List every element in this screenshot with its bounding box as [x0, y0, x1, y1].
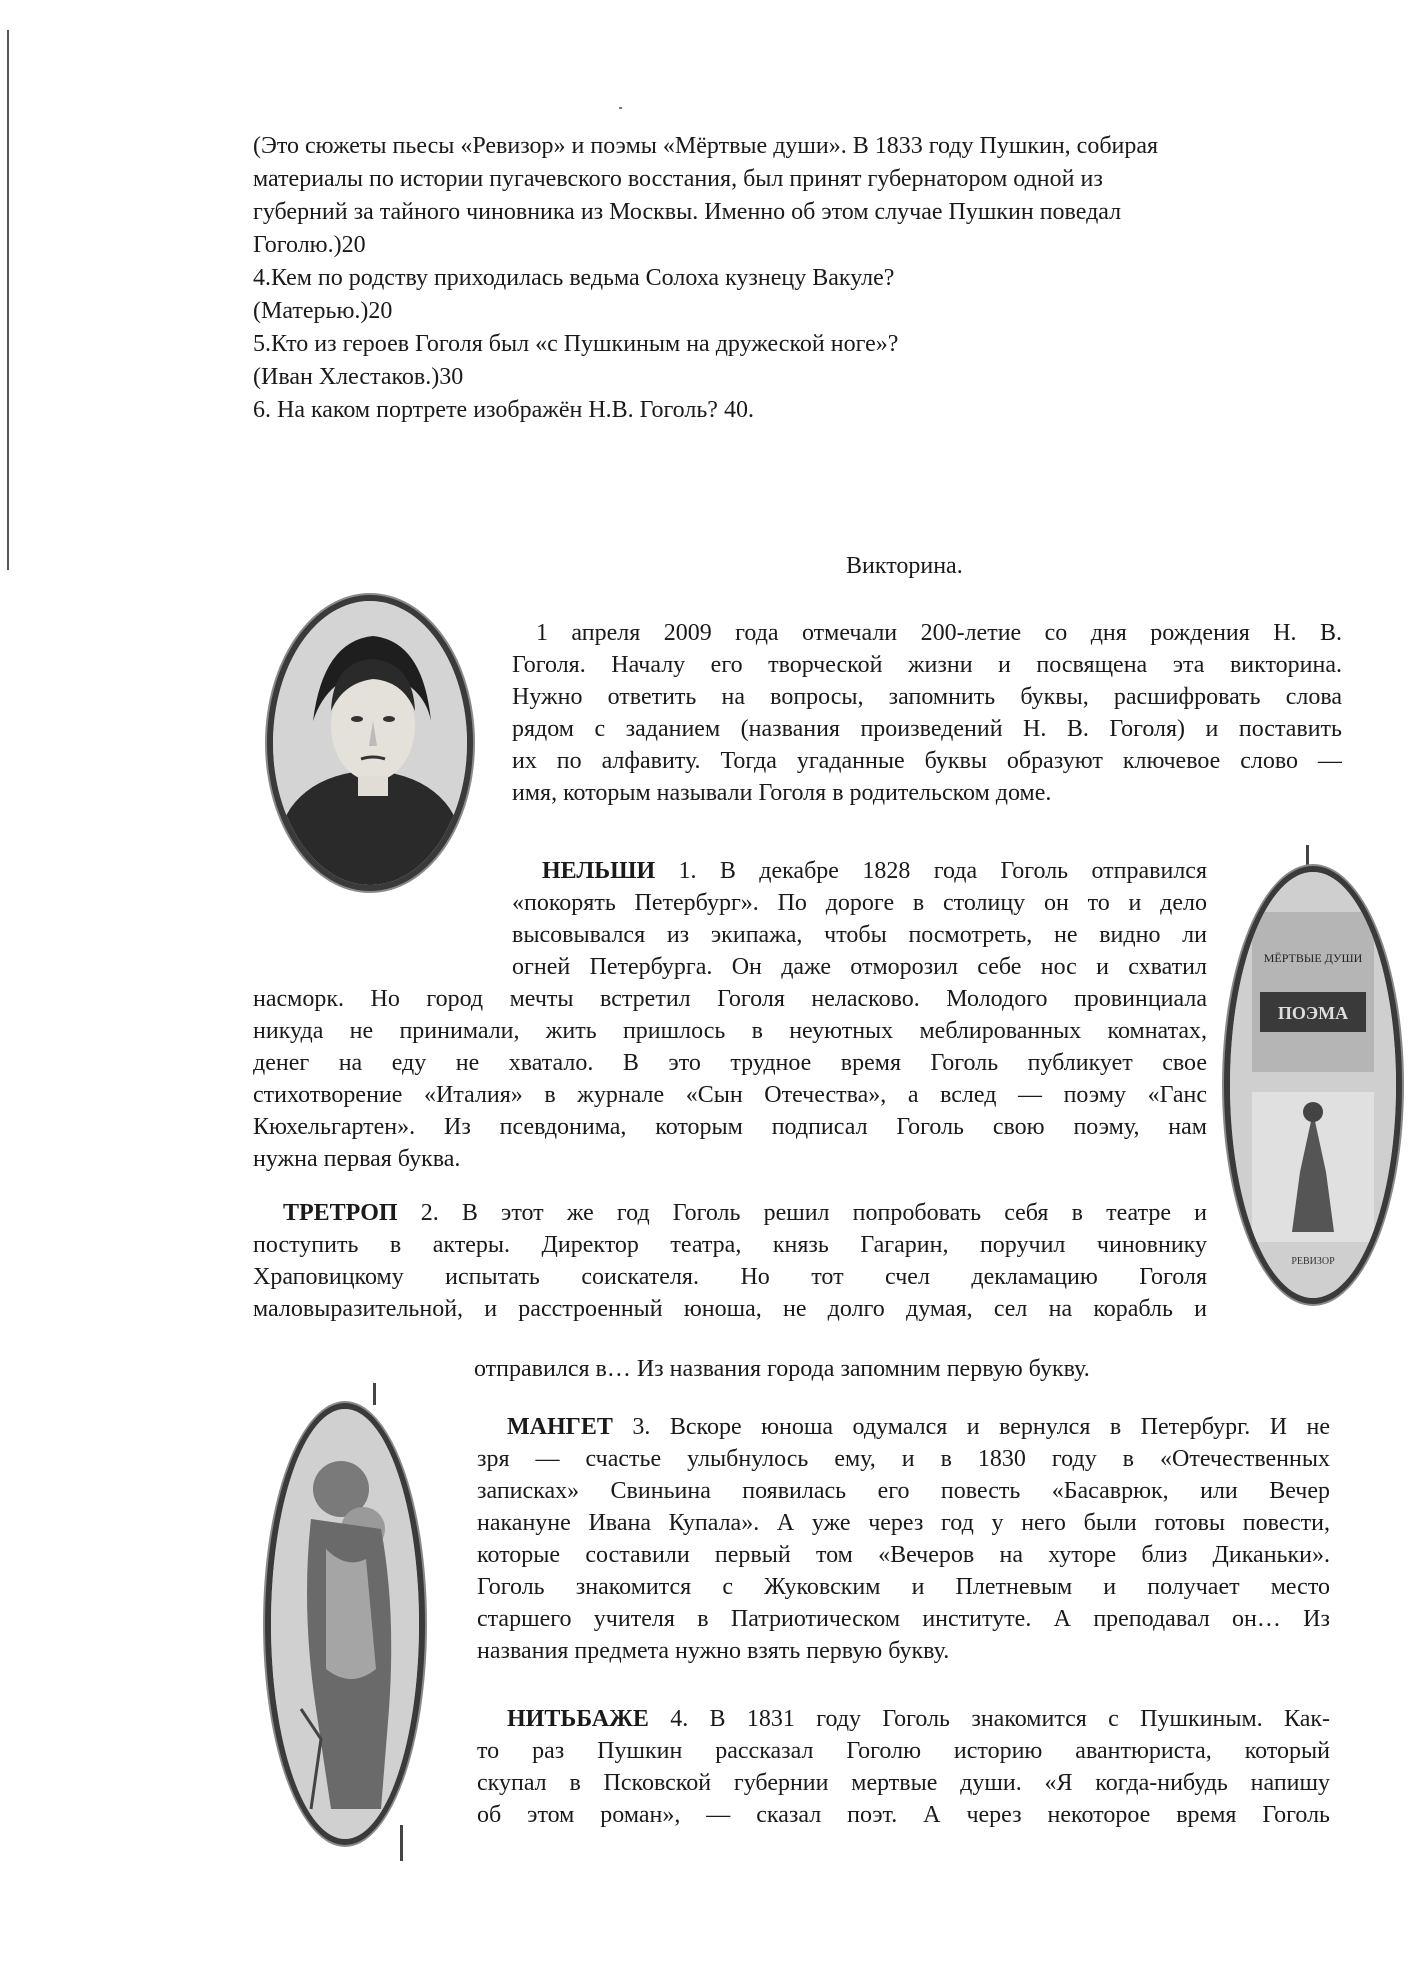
question-3-line: накануне Ивана Купала». А уже через год у него были готовы повести, [477, 1510, 1330, 1536]
illustration-image [265, 1403, 425, 1845]
scan-edge-line [7, 30, 9, 570]
question-5: 5.Кто из героев Гоголя был «с Пушкиным на дружеской ноге»? [253, 331, 899, 357]
answer-line: Гоголю.)20 [253, 232, 366, 258]
question-2-line: маловыразительной, и расстроенный юноша, не долго думая, сел на корабль и [253, 1296, 1207, 1322]
question-3-line: Гоголь знакомится с Жуковским и Плетневым и получает место [477, 1574, 1330, 1600]
intro-line: Гоголя. Началу его творческой жизни и посвящена эта викторина. [512, 652, 1342, 678]
question-1-line: денег на еду не хватало. В это трудное время Гоголь публикует свое [253, 1050, 1207, 1076]
intro-line: их по алфавиту. Тогда угаданные буквы образуют ключевое слово — [512, 748, 1342, 774]
answer-4: (Матерью.)20 [253, 298, 393, 324]
question-4-quiz [477, 1703, 1330, 1831]
question-1-continued [253, 983, 1207, 1175]
question-1-line: огней Петербурга. Он даже отморозил себе нос и схватил [512, 954, 1207, 980]
cover-text-title: МЁРТВЫЕ ДУШИ [1263, 951, 1363, 965]
question-1-line: насморк. Но город мечты встретил Гоголя неласково. Молодого провинциала [253, 986, 1207, 1012]
question-4-keyword: НИТЬБАЖЕ [507, 1706, 649, 1732]
quiz-title: Викторина. [846, 553, 963, 579]
question-4-line: об этом роман», — сказал поэт. А через некоторое время Гоголь [477, 1802, 1330, 1828]
question-2 [253, 1197, 1207, 1325]
intro-line: Нужно ответить на вопросы, запомнить буквы, расшифровать слова [512, 684, 1342, 710]
question-3-line: записках» Свиньина появилась его повесть «Басаврюк, или Вечер [477, 1478, 1330, 1504]
question-4-line: то раз Пушкин рассказал Гоголю историю авантюриста, который [477, 1738, 1330, 1764]
quiz-intro [512, 617, 1342, 809]
answer-line: (Это сюжеты пьесы «Ревизор» и поэмы «Мёртвые души». В 1833 году Пушкин, собирая [253, 133, 1159, 159]
image-hook-decoration [373, 1383, 376, 1405]
cover-text-poema: ПОЭМА [1277, 1003, 1349, 1023]
dead-souls-cover-image [1224, 866, 1402, 1304]
question-2-first-text: 2. В этот же год Гоголь решил попробовать себя в театре и [397, 1200, 1207, 1226]
question-6: 6. На каком портрете изображён Н.В. Гоголь? 40. [253, 397, 754, 423]
question-4-line: скупал в Псковской губернии мертвые души. «Я когда-нибудь напишу [477, 1770, 1330, 1796]
cover-text-revizor: РЕВИЗОР [1291, 1256, 1335, 1267]
intro-line: рядом с заданием (названия произведений Н. В. Гоголя) и поставить [512, 716, 1342, 742]
question-1 [512, 855, 1207, 983]
gogol-portrait-image [267, 595, 473, 891]
question-3-line: старшего учителя в Патриотическом институте. А преподавал он… Из [477, 1606, 1330, 1632]
question-1-line: стихотворение «Италия» в журнале «Сын Отечества», а вслед — поэму «Ганс [253, 1082, 1207, 1108]
question-2-tail: отправился в… Из названия города запомним первую букву. [474, 1356, 1090, 1382]
question-1-line: нужна первая буква. [253, 1146, 461, 1172]
scan-speck [619, 107, 622, 109]
question-3-line: которые составили первый том «Вечеров на хуторе близ Диканьки». [477, 1542, 1330, 1568]
question-3-first-text: 3. Вскоре юноша одумался и вернулся в Петербург. И не [612, 1414, 1330, 1440]
question-3 [477, 1411, 1330, 1667]
question-1-line: никуда не принимали, жить пришлось в неуютных меблированных комнатах, [253, 1018, 1207, 1044]
question-2-first-line [253, 1197, 1207, 1229]
image-hook-decoration [400, 1825, 403, 1861]
intro-line: 1 апреля 2009 года отмечали 200-летие со дня рождения Н. В. [536, 620, 1342, 646]
question-3-line: названия предмета нужно взять первую букву. [477, 1638, 950, 1664]
question-4: 4.Кем по родству приходилась ведьма Солоха кузнецу Вакуле? [253, 265, 895, 291]
question-3-keyword: МАНГЕТ [507, 1414, 613, 1440]
question-2-line: поступить в актеры. Директор театра, князь Гагарин, поручил чиновнику [253, 1232, 1207, 1258]
answer-line: губерний за тайного чиновника из Москвы. Именно об этом случае Пушкин поведал [253, 199, 1122, 225]
question-1-first-text: 1. В декабре 1828 года Гоголь отправился [655, 858, 1207, 884]
intro-line: имя, которым называли Гоголя в родительском доме. [512, 780, 1052, 806]
image-hook-decoration [1306, 845, 1309, 867]
answer-5: (Иван Хлестаков.)30 [253, 364, 464, 390]
question-1-line: «покорять Петербург». По дороге в столицу он то и дело [512, 890, 1207, 916]
question-1-first-line [512, 855, 1207, 887]
question-4-first-line [477, 1703, 1330, 1735]
question-1-line: Кюхельгартен». Из псевдонима, которым подписал Гоголь свою поэму, нам [253, 1114, 1207, 1140]
question-4-first-text: 4. В 1831 году Гоголь знакомится с Пушкиным. Как- [648, 1706, 1330, 1732]
question-1-line: высовывался из экипажа, чтобы посмотреть, не видно ли [512, 922, 1207, 948]
question-2-keyword: ТРЕТРОП [283, 1200, 398, 1226]
question-1-keyword: НЕЛЬШИ [542, 858, 656, 884]
answer-line: материалы по истории пугачевского восстания, был принят губернатором одной из [253, 166, 1103, 192]
question-3-line: зря — счастье улыбнулось ему, и в 1830 году в «Отечественных [477, 1446, 1330, 1472]
question-3-first-line [477, 1411, 1330, 1443]
question-2-line: Храповицкому испытать соискателя. Но тот счел декламацию Гоголя [253, 1264, 1207, 1290]
